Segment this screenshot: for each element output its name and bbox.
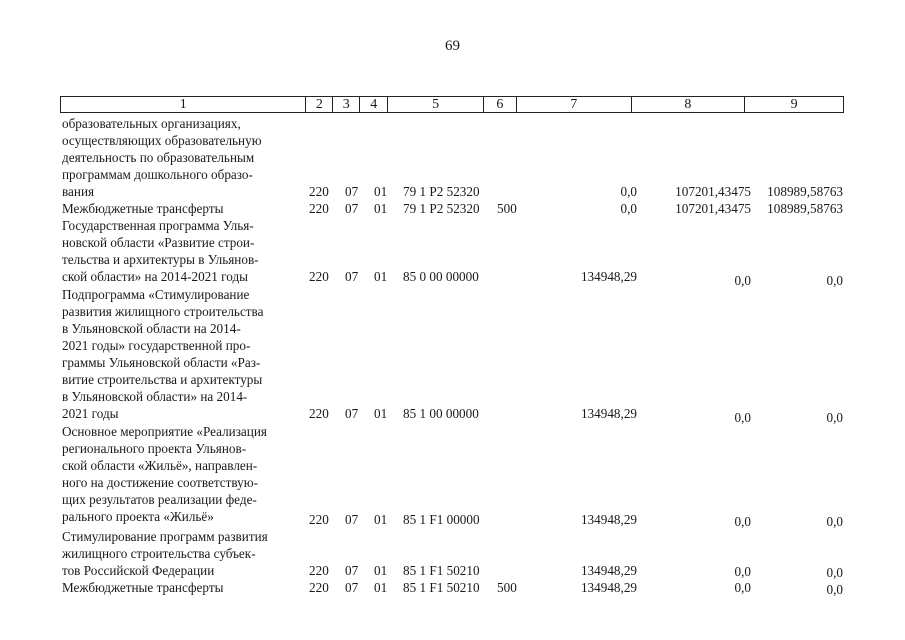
cell-ministry: 220	[309, 580, 329, 595]
description-line: образовательных организациях,	[62, 116, 241, 131]
description-line: витие строительства и архитектуры	[62, 372, 263, 387]
cell-expense-type: 500	[497, 201, 517, 216]
description-line: Межбюджетные трансферты	[62, 201, 224, 216]
cell-amount-col8: 0,0	[734, 580, 751, 595]
cell-section: 07	[345, 269, 359, 284]
header-col-6: 6	[484, 97, 517, 112]
cell-section: 07	[345, 406, 359, 421]
cell-amount-col8: 107201,43475	[675, 201, 751, 216]
cell-amount-col8: 0,0	[734, 273, 751, 288]
cell-ministry: 220	[309, 184, 329, 199]
description-line: жилищного строительства субъек-	[62, 546, 256, 561]
cell-ministry: 220	[309, 563, 329, 578]
cell-subsection: 01	[374, 563, 388, 578]
description-line: осуществляющих образовательную	[62, 133, 262, 148]
description-line: ного на достижение соответствую-	[62, 475, 258, 490]
cell-amount-col8: 0,0	[734, 410, 751, 425]
cell-expense-type: 500	[497, 580, 517, 595]
description-line: щих результатов реализации феде-	[62, 492, 257, 507]
cell-target-article: 85 1 F1 50210	[403, 563, 480, 578]
cell-subsection: 01	[374, 406, 388, 421]
description-line: рального проекта «Жильё»	[62, 509, 214, 524]
description-line: 2021 годы» государственной про-	[62, 338, 251, 353]
header-col-9: 9	[790, 97, 798, 112]
page-number: 69	[445, 38, 460, 54]
row-description	[62, 423, 303, 525]
cell-amount-col9: 0,0	[826, 410, 843, 425]
header-col-2: 2	[306, 97, 333, 112]
cell-subsection: 01	[374, 269, 388, 284]
cell-amount-col9: 0,0	[826, 273, 843, 288]
cell-subsection: 01	[374, 184, 388, 199]
cell-amount-col7: 134948,29	[580, 580, 637, 595]
description-line: деятельность по образовательным	[62, 150, 255, 165]
header-col-5: 5	[388, 97, 484, 112]
cell-amount-col9: 0,0	[826, 514, 843, 529]
description-line: тельства и архитектуры в Ульянов-	[62, 252, 259, 267]
description-line: 2021 годы	[62, 406, 119, 421]
description-line: Стимулирование программ развития	[62, 529, 268, 544]
description-line: в Ульяновской области на 2014-	[62, 321, 241, 336]
cell-target-article: 79 1 P2 52320	[403, 184, 480, 199]
description-line: в Ульяновской области» на 2014-	[62, 389, 248, 404]
cell-target-article: 85 1 F1 00000	[403, 512, 480, 527]
cell-subsection: 01	[374, 201, 388, 216]
cell-amount-col9: 108989,58763	[767, 184, 843, 199]
description-line: ской области» на 2014-2021 годы	[62, 269, 249, 284]
header-col-7: 7	[517, 97, 632, 112]
cell-section: 07	[345, 201, 359, 216]
cell-target-article: 85 0 00 00000	[403, 269, 479, 284]
cell-section: 07	[345, 512, 359, 527]
cell-ministry: 220	[309, 406, 329, 421]
header-col-8: 8	[632, 97, 746, 112]
cell-amount-col7: 0,0	[620, 184, 637, 199]
row-description	[62, 217, 303, 285]
cell-section: 07	[345, 580, 359, 595]
header-col-1: 1	[61, 97, 306, 112]
description-line: Основное мероприятие «Реализация	[62, 424, 267, 439]
cell-subsection: 01	[374, 512, 388, 527]
cell-amount-col9: 0,0	[826, 565, 843, 580]
description-line: развития жилищного строительства	[62, 304, 264, 319]
cell-amount-col9: 0,0	[826, 582, 843, 597]
row-description	[62, 528, 303, 579]
cell-amount-col7: 134948,29	[580, 512, 637, 527]
description-line: Подпрограмма «Стимулирование	[62, 287, 250, 302]
cell-amount-col8: 0,0	[734, 564, 751, 579]
cell-ministry: 220	[309, 269, 329, 284]
row-description	[62, 579, 303, 596]
description-line: регионального проекта Ульянов-	[62, 441, 247, 456]
description-line: новской области «Развитие строи-	[62, 235, 255, 250]
cell-ministry: 220	[309, 512, 329, 527]
cell-amount-col8: 107201,43475	[675, 184, 751, 199]
table-header	[60, 96, 844, 113]
cell-amount-col9: 108989,58763	[767, 201, 843, 216]
row-description	[62, 115, 303, 200]
description-line: ской области «Жильё», направлен-	[62, 458, 258, 473]
cell-section: 07	[345, 563, 359, 578]
cell-amount-col7: 134948,29	[580, 563, 637, 578]
description-line: программам дошкольного образо-	[62, 167, 253, 182]
row-description	[62, 286, 303, 422]
description-line: Межбюджетные трансферты	[62, 580, 224, 595]
cell-target-article: 85 1 F1 50210	[403, 580, 480, 595]
cell-amount-col7: 0,0	[620, 201, 637, 216]
cell-target-article: 85 1 00 00000	[403, 406, 479, 421]
description-line: тов Российской Федерации	[62, 563, 215, 578]
cell-amount-col7: 134948,29	[580, 269, 637, 284]
cell-ministry: 220	[309, 201, 329, 216]
cell-subsection: 01	[374, 580, 388, 595]
description-line: граммы Ульяновской области «Раз-	[62, 355, 261, 370]
description-line: вания	[62, 184, 95, 199]
cell-section: 07	[345, 184, 359, 199]
cell-amount-col7: 134948,29	[580, 406, 637, 421]
header-col-4: 4	[360, 97, 388, 112]
description-line: Государственная программа Улья-	[62, 218, 254, 233]
row-description	[62, 200, 303, 217]
cell-target-article: 79 1 P2 52320	[403, 201, 480, 216]
header-col-3: 3	[333, 97, 360, 112]
cell-amount-col8: 0,0	[734, 514, 751, 529]
